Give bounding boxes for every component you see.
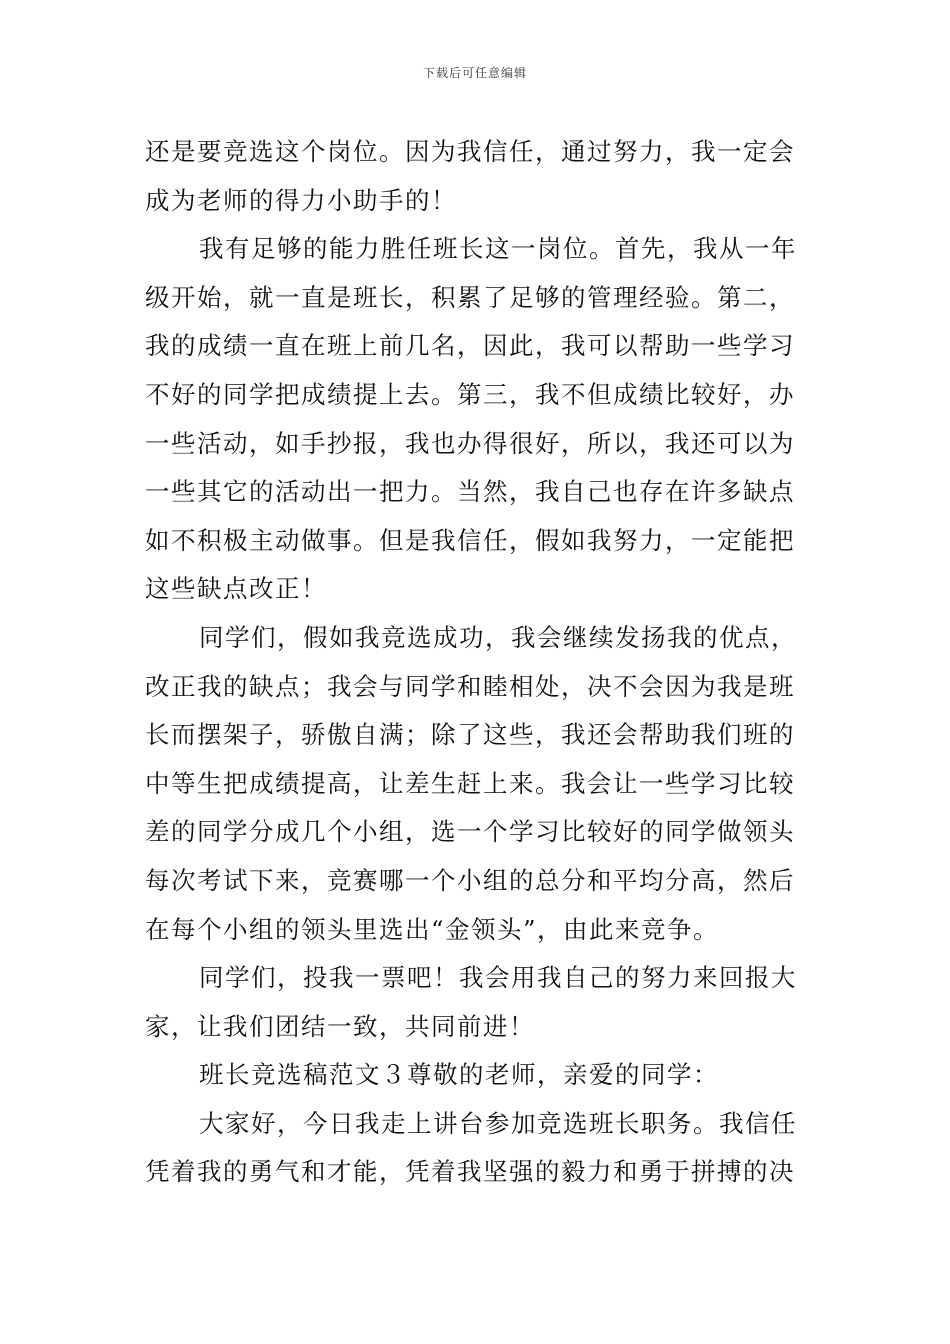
text-line: 中等生把成绩提高，让差生赶上来。我会让一些学习比较 — [145, 768, 795, 798]
text-line: 班长竞选稿范文３尊敬的老师，亲爱的同学： — [199, 1060, 719, 1090]
text-line: 长而摆架子，骄傲自满；除了这些，我还会帮助我们班的 — [145, 720, 795, 750]
text-line: 家，让我们团结一致，共同前进！ — [145, 1011, 535, 1041]
document-body — [145, 128, 810, 1197]
text-line: 凭着我的勇气和才能，凭着我坚强的毅力和勇于拼搏的决 — [145, 1157, 795, 1187]
page-header: 下载后可任意编辑 — [422, 66, 527, 80]
text-line: 级开始，就一直是班长，积累了足够的管理经验。第二， — [145, 282, 795, 312]
text-line: 每次考试下来，竞赛哪一个小组的总分和平均分高，然后 — [145, 865, 795, 895]
text-line: 大家好，今日我走上讲台参加竞选班长职务。我信任 — [199, 1108, 797, 1138]
text-line: 差的同学分成几个小组，选一个学习比较好的同学做领头 — [145, 817, 795, 847]
text-line: 一些活动，如手抄报，我也办得很好，所以，我还可以为 — [145, 428, 795, 458]
text-line: 改正我的缺点；我会与同学和睦相处，决不会因为我是班 — [145, 671, 795, 701]
text-line: 同学们，投我一票吧！我会用我自己的努力来回报大 — [199, 963, 797, 993]
text-line: 这些缺点改正！ — [145, 574, 327, 604]
text-line: 在每个小组的领头里选出“金领头”，由此来竞争。 — [145, 914, 720, 944]
text-line: 一些其它的活动出一把力。当然，我自己也存在许多缺点 — [145, 477, 795, 507]
text-line: 如不积极主动做事。但是我信任，假如我努力，一定能把 — [145, 525, 795, 555]
text-line: 我有足够的能力胜任班长这一岗位。首先，我从一年 — [199, 234, 797, 264]
text-line: 成为老师的得力小助手的！ — [145, 185, 457, 215]
text-line: 我的成绩一直在班上前几名，因此，我可以帮助一些学习 — [145, 331, 795, 361]
text-line: 同学们，假如我竞选成功，我会继续发扬我的优点， — [199, 622, 797, 652]
text-line: 不好的同学把成绩提上去。第三，我不但成绩比较好，办 — [145, 379, 795, 409]
text-line: 还是要竞选这个岗位。因为我信任，通过努力，我一定会 — [145, 137, 795, 166]
